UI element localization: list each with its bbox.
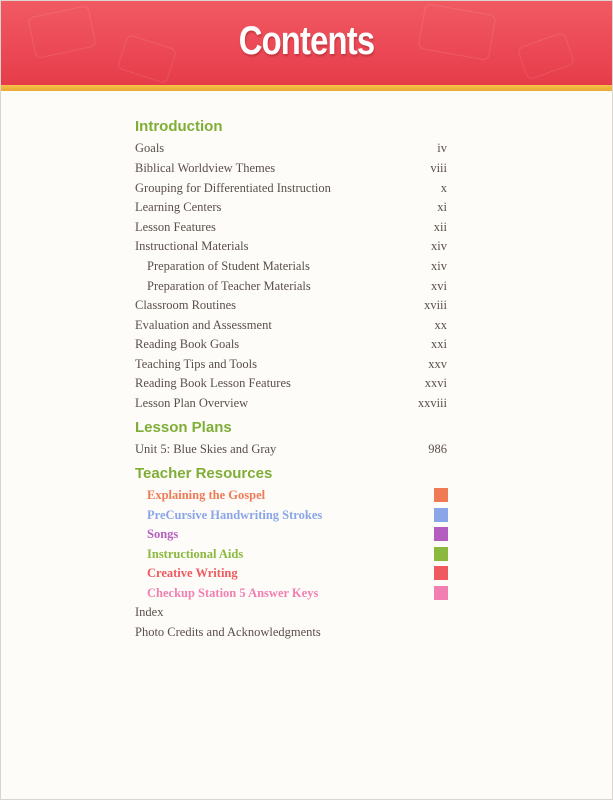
toc-entry-label: Classroom Routines [135,298,237,312]
toc-entry-label: Photo Credits and Acknowledgments [135,625,321,639]
toc-entry-label: Goals [135,141,165,155]
toc-entry-page: xiv [431,259,447,273]
section-heading-lesson-plans: Lesson Plans [135,419,232,436]
toc-entry-page: viii [430,161,447,175]
toc-entry[interactable] [135,396,447,414]
toc-entry-page: xxvi [424,376,447,390]
toc-entry[interactable] [135,625,447,643]
banner-stripe [1,85,612,91]
toc-entry-page: x [440,181,447,195]
toc-entry-page: xvi [431,279,447,293]
toc-entry-page: xxv [428,357,447,371]
toc-entry[interactable] [135,605,447,623]
toc-entry[interactable] [135,442,447,460]
resource-entry[interactable] [147,566,448,584]
toc-entry-label: Evaluation and Assessment [135,318,272,332]
toc-entry[interactable] [135,239,447,257]
toc-entry-page: xiv [431,239,447,253]
section-heading-introduction: Introduction [135,118,223,135]
toc-entry[interactable] [135,376,447,394]
toc-entry[interactable] [135,318,447,336]
toc-entry[interactable] [135,220,447,238]
toc-entry-label: Grouping for Differentiated Instruction [135,181,331,195]
color-tab-swatch [434,566,448,580]
toc-entry-page: xxviii [417,396,447,410]
toc-entry[interactable] [135,298,447,316]
resource-entry-label: Songs [147,527,179,541]
toc-entry-page: xviii [424,298,447,312]
resource-entry-label: Creative Writing [147,566,238,580]
toc-entry-label: Preparation of Student Materials [147,259,310,273]
toc-entry-label: Learning Centers [135,200,222,214]
section-heading-teacher-resources: Teacher Resources [135,465,273,482]
resource-entry[interactable] [147,586,448,604]
toc-entry-page: xxi [431,337,447,351]
toc-entry[interactable] [135,337,447,355]
resource-entry-label: Checkup Station 5 Answer Keys [147,586,319,600]
toc-entry-label: Lesson Plan Overview [135,396,249,410]
toc-entry-label: Biblical Worldview Themes [135,161,276,175]
toc-entry-label: Teaching Tips and Tools [135,357,257,371]
toc-entry[interactable] [135,200,447,218]
toc-entry-label: Instructional Materials [135,239,249,253]
toc-subentry[interactable] [135,259,447,277]
resource-entry-label: Instructional Aids [147,547,244,561]
color-tab-swatch [434,508,448,522]
color-tab-swatch [434,527,448,541]
header-banner [1,1,612,85]
toc-entry-label: Reading Book Goals [135,337,240,351]
toc-entry-label: Unit 5: Blue Skies and Gray [135,442,277,456]
page-title: Contents [238,19,375,63]
color-tab-swatch [434,488,448,502]
resource-entry[interactable] [147,527,448,545]
toc-entry-page: xx [434,318,447,332]
toc-entry-page: 986 [428,442,447,456]
toc-entry[interactable] [135,357,447,375]
toc-entry[interactable] [135,181,447,199]
toc-entry-page: iv [437,141,447,155]
toc-entry-page: xi [437,200,447,214]
resource-entry-label: PreCursive Handwriting Strokes [147,508,323,522]
resource-entry[interactable] [147,488,448,506]
toc-entry-label: Index [135,605,164,619]
resource-entry[interactable] [147,508,448,526]
resource-entry-label: Explaining the Gospel [147,488,266,502]
toc-entry[interactable] [135,141,447,159]
resource-entry[interactable] [147,547,448,565]
toc-entry-label: Preparation of Teacher Materials [147,279,311,293]
toc-entry-page: xii [433,220,447,234]
toc-entry-label: Reading Book Lesson Features [135,376,291,390]
toc-subentry[interactable] [135,279,447,297]
color-tab-swatch [434,586,448,600]
toc-entry-label: Lesson Features [135,220,216,234]
toc-entry[interactable] [135,161,447,179]
color-tab-swatch [434,547,448,561]
